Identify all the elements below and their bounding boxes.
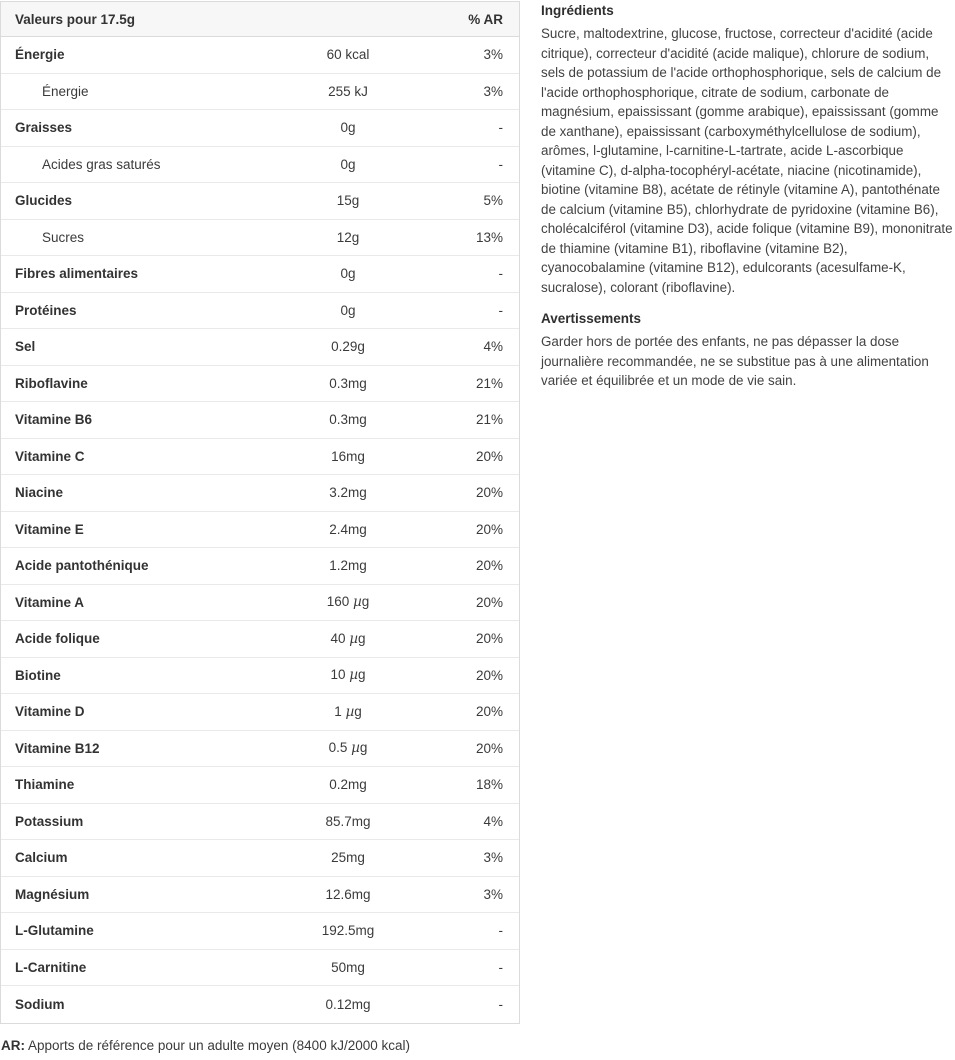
nutrient-label: Acides gras saturés [1,147,241,184]
nutrient-value: 0.3mg [241,366,455,403]
warnings-text: Garder hors de portée des enfants, ne pas dépasser la dose journalière recommandée, ne se substitue pas à une alimentation variée et équilibrée et un mode de vie sain. [541,334,929,388]
nutrient-ar-percent: 20% [455,694,519,731]
table-row [1,658,519,695]
table-row [1,804,519,841]
nutrient-value: 0.29g [241,329,455,366]
footnote-abbr: AR: [1,1038,25,1053]
nutrient-value: 50mg [241,950,455,987]
table-header-row [1,2,519,37]
nutrient-label: Biotine [1,658,241,695]
table-row [1,74,519,111]
table-row [1,220,519,257]
nutrient-value: 0g [241,256,455,293]
table-row [1,256,519,293]
table-row [1,767,519,804]
nutrient-value: 2.4mg [241,512,455,549]
nutrient-ar-percent: 4% [455,329,519,366]
header-ar-percent: % AR [455,2,519,37]
table-row [1,621,519,658]
nutrient-value: 0.5 µg [241,731,455,768]
nutrient-value: 60 kcal [241,37,455,74]
nutrient-value: 160 µg [241,585,455,622]
nutrient-label: Glucides [1,183,241,220]
nutrient-value: 40 µg [241,621,455,658]
nutrient-ar-percent: 3% [455,74,519,111]
table-row [1,512,519,549]
table-row [1,475,519,512]
nutrient-value: 192.5mg [241,913,455,950]
nutrient-value: 0.12mg [325,996,371,1012]
nutrient-label: Protéines [1,293,241,330]
nutrient-ar-percent: 20% [455,512,519,549]
ingredients-column [541,2,954,404]
nutrient-label: Graisses [1,110,241,147]
nutrient-ar-percent: 18% [455,767,519,804]
nutrient-value: 0g [241,147,455,184]
nutrient-value: 16mg [241,439,455,476]
nutrition-table [0,1,520,1024]
nutrient-label: Sucres [1,220,241,257]
nutrient-ar-percent: 20% [455,658,519,695]
nutrient-ar-percent: 5% [455,183,519,220]
nutrient-ar-percent: 20% [455,548,519,585]
table-body [1,37,519,1023]
nutrient-label: Sel [1,329,241,366]
nutrient-label: Acide folique [1,621,241,658]
table-row [1,37,519,74]
table-row [1,731,519,768]
nutrient-label: Thiamine [1,767,241,804]
nutrient-label: Magnésium [1,877,241,914]
ingredients-heading: Ingrédients [541,3,614,18]
nutrient-label: Vitamine E [1,512,241,549]
header-serving-size: Valeurs pour 17.5g [1,2,241,37]
header-value-column [241,2,455,37]
table-row [1,183,519,220]
nutrient-ar-percent: 21% [455,366,519,403]
nutrient-value: 10 µg [241,658,455,695]
nutrient-value: 0.3mg [241,402,455,439]
reference-footnote [1,1038,531,1053]
table-row [1,913,519,950]
nutrient-label: Vitamine A [1,585,241,622]
nutrient-ar-percent: 4% [455,804,519,841]
nutrient-ar-percent: - [455,913,519,950]
table-row [1,329,519,366]
table-row [1,585,519,622]
nutrient-value: 3.2mg [241,475,455,512]
nutrient-label: Calcium [1,840,241,877]
nutrient-label: L-Carnitine [1,950,241,987]
nutrient-ar-percent: 3% [455,877,519,914]
table-row [1,694,519,731]
nutrient-label: Potassium [1,804,241,841]
table-header [1,2,519,37]
nutrient-label: Fibres alimentaires [1,256,241,293]
nutrient-value: 1 µg [241,694,455,731]
nutrient-value: 1.2mg [241,548,455,585]
table-row [1,402,519,439]
nutrient-ar-percent: 20% [455,475,519,512]
nutrient-ar-percent: 20% [455,439,519,476]
nutrient-label: Vitamine B12 [1,731,241,768]
nutrient-ar-percent: 20% [455,731,519,768]
nutrient-value: 15g [241,183,455,220]
table-row [1,366,519,403]
nutrient-value: 12g [241,220,455,257]
nutrient-label: Vitamine C [1,439,241,476]
nutrient-value: 0g [241,293,455,330]
warnings-heading: Avertissements [541,311,642,326]
nutrient-value: 85.7mg [241,804,455,841]
nutrient-ar-percent: 20% [455,621,519,658]
nutrient-ar-percent: 3% [455,840,519,877]
table-row [1,147,519,184]
table-row [1,986,519,1023]
nutrient-label: Énergie [1,74,241,111]
nutrient-label: Sodium [15,996,65,1012]
nutrient-label: Niacine [1,475,241,512]
nutrient-label: Acide pantothénique [1,548,241,585]
nutrient-ar-percent: - [498,996,503,1012]
table-row [1,293,519,330]
table-row [1,950,519,987]
ingredients-text: Sucre, maltodextrine, glucose, fructose, correcteur d'acidité (acide citrique), correcteur d'acidité (acide malique), chlorure de sodium, sels de potassium de l'acide orthophosphorique, sels de calcium de l'acide orthophosphorique, citrate de sodium, carbonate de magnésium, epaississant (gomme arabique), epaississant (gomme de xanthane), epaississant (carboxyméthylcellulose de sodium), arômes, l-glutamine, l-carnitine-L-tartrate, acide L-ascorbique (vitamine C), d-alpha-tocophéryl-acétate, niacine (nicotinamide), biotine (vitamine B8), acétate de rétinyle (vitamine A), pantothénate de calcium (vitamine B5), chlorhydrate de pyridoxine (vitamine B6), cholécalciférol (vitamine D3), acide folique (vitamine B9), mononitrate de thiamine (vitamine B1), riboflavine (vitamine B2), cyanocobalamine (vitamine B12), edulcorants (acesulfame-K, sucralose), colorant (riboflavine). [541,26,953,295]
nutrient-label: Vitamine D [1,694,241,731]
nutrient-ar-percent: - [455,110,519,147]
table-row [1,548,519,585]
nutrient-label: Énergie [1,37,241,74]
footnote-text: Apports de référence pour un adulte moyen (8400 kJ/2000 kcal) [25,1038,410,1053]
nutrient-value: 0.2mg [241,767,455,804]
nutrient-label: L-Glutamine [1,913,241,950]
nutrient-ar-percent: - [455,950,519,987]
table-row [1,439,519,476]
nutrient-value: 12.6mg [241,877,455,914]
nutrient-ar-percent: - [455,293,519,330]
nutrient-ar-percent: - [455,256,519,293]
table-row [1,840,519,877]
table-row [1,877,519,914]
nutrient-ar-percent: - [455,147,519,184]
nutrient-ar-percent: 20% [455,585,519,622]
nutrient-label: Riboflavine [1,366,241,403]
nutrient-ar-percent: 3% [455,37,519,74]
nutrient-ar-percent: 21% [455,402,519,439]
table-row [1,110,519,147]
nutrient-value: 255 kJ [241,74,455,111]
nutrient-value: 0g [241,110,455,147]
nutrient-label: Vitamine B6 [1,402,241,439]
nutrient-ar-percent: 13% [455,220,519,257]
nutrient-value: 25mg [241,840,455,877]
